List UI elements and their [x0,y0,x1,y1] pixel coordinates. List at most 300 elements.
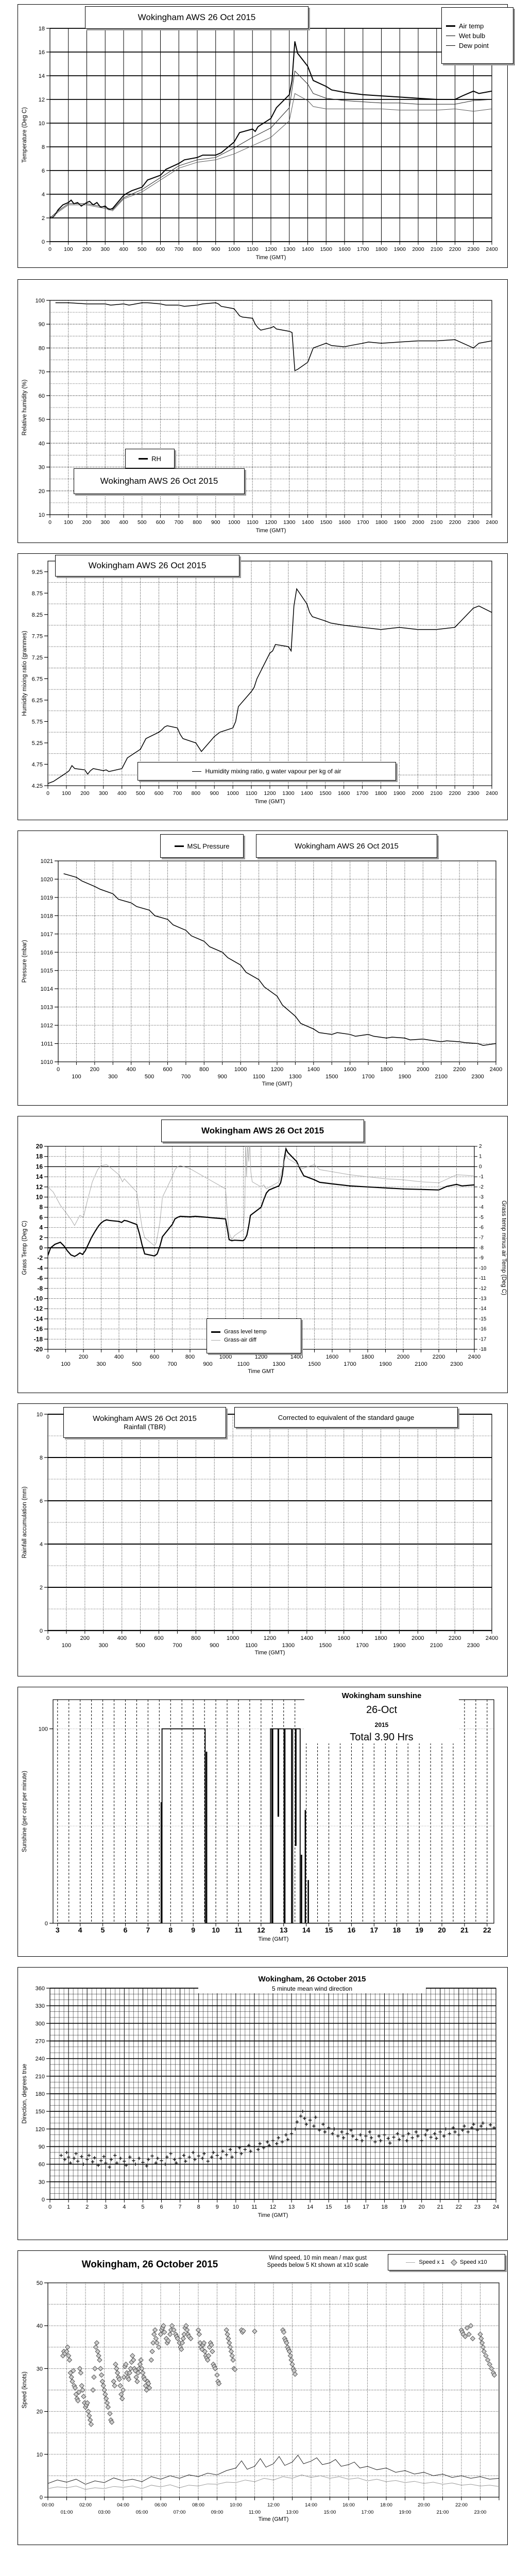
pressure-plot-canvas [18,831,507,1105]
chart-title-text: Wokingham, 26 October 2015 [258,1975,366,1984]
svg-text:-8: -8 [37,1284,43,1292]
svg-text:-8: -8 [479,1245,484,1251]
svg-text:-6: -6 [37,1275,43,1282]
svg-text:1900: 1900 [398,1074,411,1080]
svg-text:15: 15 [325,2204,332,2210]
svg-text:7.75: 7.75 [31,633,43,640]
mixing-ratio-line-icon [192,771,201,772]
svg-text:1500: 1500 [320,246,332,252]
svg-text:4: 4 [39,1541,43,1548]
svg-text:8: 8 [39,1204,43,1211]
wind-speed-legend [388,2254,505,2270]
svg-text:1100: 1100 [245,790,258,796]
svg-text:09:00: 09:00 [211,2510,224,2515]
legend-item-speed-x10: Speed x10 [452,2259,487,2265]
svg-text:-18: -18 [479,1347,487,1352]
svg-text:-4: -4 [479,1205,484,1211]
svg-text:2400: 2400 [485,1635,499,1641]
svg-text:1018: 1018 [40,913,53,920]
svg-text:40: 40 [36,2323,43,2330]
svg-text:300: 300 [100,246,110,252]
svg-text:2: 2 [39,1585,43,1591]
wind-direction-title-block [198,1974,426,1993]
svg-text:2100: 2100 [430,1642,443,1649]
svg-text:1800: 1800 [374,1635,387,1641]
rainfall-plot-canvas [18,1404,507,1676]
svg-text:Time (GMT): Time (GMT) [258,1936,289,1942]
svg-text:22:00: 22:00 [455,2502,468,2508]
svg-text:1600: 1600 [338,519,351,526]
svg-text:Direction, degrees true: Direction, degrees true [22,2063,28,2124]
svg-text:1500: 1500 [308,1361,321,1367]
svg-text:18: 18 [38,26,45,32]
svg-text:18:00: 18:00 [380,2502,392,2508]
svg-text:18: 18 [381,2204,388,2210]
svg-text:Pressure (mbar): Pressure (mbar) [22,940,28,983]
svg-text:6.25: 6.25 [31,697,43,704]
svg-text:40: 40 [38,440,45,447]
svg-text:80: 80 [38,345,45,352]
svg-text:-17: -17 [479,1336,487,1343]
svg-text:700: 700 [174,246,184,252]
svg-text:30: 30 [36,2366,43,2372]
svg-text:1700: 1700 [357,246,369,252]
svg-text:Speed (knots): Speed (knots) [22,2371,28,2409]
grass-temp-chart-panel [18,1116,508,1393]
svg-text:330: 330 [35,2003,45,2010]
svg-text:500: 500 [135,1642,145,1649]
sunshine-date: 26-Oct [366,1704,398,1716]
svg-text:300: 300 [98,790,108,796]
svg-text:800: 800 [199,1066,209,1073]
svg-text:16: 16 [344,2204,351,2210]
svg-text:1: 1 [479,1154,482,1160]
svg-text:2000: 2000 [412,246,424,252]
svg-text:02:00: 02:00 [79,2502,92,2508]
svg-text:1014: 1014 [40,986,53,993]
svg-text:1011: 1011 [41,1041,53,1047]
svg-text:Time (GMT): Time (GMT) [255,255,286,261]
chart-title-text: Wokingham AWS 26 Oct 2015 [88,561,207,570]
svg-text:70: 70 [38,369,45,376]
svg-text:0: 0 [46,1354,50,1360]
svg-text:-4: -4 [37,1264,43,1272]
svg-text:1000: 1000 [226,1635,239,1641]
svg-text:2400: 2400 [486,246,498,252]
svg-text:300: 300 [108,1074,118,1080]
svg-text:2000: 2000 [397,1354,410,1360]
svg-text:500: 500 [137,519,147,526]
svg-text:-10: -10 [479,1265,487,1272]
wind-speed-note2: Speeds below 5 Kt shown at x10 scale [267,2262,369,2268]
svg-text:4.25: 4.25 [31,783,43,789]
svg-text:-18: -18 [33,1335,43,1343]
svg-text:1800: 1800 [374,790,387,796]
svg-text:400: 400 [119,246,128,252]
svg-text:30: 30 [38,464,45,471]
svg-text:1700: 1700 [357,519,369,526]
svg-text:0: 0 [48,519,52,526]
svg-text:1400: 1400 [301,790,313,796]
rainfall-note-text: Corrected to equivalent of the standard gauge [278,1413,415,1421]
svg-text:4: 4 [39,1224,43,1231]
svg-text:300: 300 [35,2021,45,2027]
svg-text:04:00: 04:00 [117,2502,129,2508]
svg-text:4.75: 4.75 [31,761,43,768]
svg-text:-3: -3 [479,1194,484,1200]
svg-text:03:00: 03:00 [98,2510,111,2515]
svg-text:1800: 1800 [361,1354,374,1360]
svg-text:22: 22 [483,1926,491,1934]
svg-text:100: 100 [63,519,73,526]
svg-text:1019: 1019 [40,894,53,901]
svg-text:800: 800 [191,1635,201,1641]
legend-item-wet-bulb: Wet bulb [446,32,485,40]
svg-text:100: 100 [63,246,73,252]
svg-text:16:00: 16:00 [342,2502,355,2508]
svg-text:10: 10 [212,1926,220,1934]
svg-text:900: 900 [217,1074,227,1080]
sunshine-title: Wokingham sunshine [341,1691,422,1700]
svg-text:1700: 1700 [356,1642,369,1649]
svg-text:400: 400 [117,790,127,796]
chart-subtitle-text: Rainfall (TBR) [124,1423,166,1431]
chart-title-text: Wokingham AWS 26 Oct 2015 [93,1414,197,1423]
svg-text:10: 10 [36,2451,43,2458]
svg-text:18: 18 [36,1153,43,1160]
temperature-chart-panel [18,4,508,268]
rh-legend [125,449,175,468]
svg-text:Sunshine (per cent per minute): Sunshine (per cent per minute) [22,1771,28,1852]
svg-text:8: 8 [39,1455,43,1461]
svg-text:2200: 2200 [449,790,461,796]
svg-text:2300: 2300 [467,246,479,252]
svg-text:19:00: 19:00 [399,2510,411,2515]
svg-text:1700: 1700 [344,1361,356,1367]
svg-text:2200: 2200 [449,246,461,252]
svg-text:10: 10 [232,2204,239,2210]
grass-temp-legend [207,1318,301,1353]
svg-text:2000: 2000 [412,519,424,526]
svg-text:8: 8 [168,1926,173,1934]
svg-text:2100: 2100 [431,246,443,252]
svg-text:150: 150 [35,2109,45,2115]
svg-text:1100: 1100 [237,1361,250,1367]
svg-text:700: 700 [181,1074,191,1080]
svg-text:700: 700 [173,790,182,796]
svg-text:15: 15 [324,1926,333,1934]
svg-text:1600: 1600 [337,790,350,796]
svg-text:1300: 1300 [282,1642,295,1649]
svg-text:2300: 2300 [467,790,479,796]
svg-text:200: 200 [90,1066,100,1073]
svg-text:-12: -12 [479,1285,487,1292]
svg-text:23: 23 [474,2204,481,2210]
chart-title-text: Wokingham AWS 26 Oct 2015 [295,841,399,851]
svg-text:1300: 1300 [272,1361,285,1367]
svg-text:1400: 1400 [301,246,314,252]
svg-text:17: 17 [370,1926,379,1934]
svg-text:-15: -15 [479,1316,487,1322]
svg-text:2200: 2200 [453,1066,466,1073]
svg-text:1300: 1300 [283,246,296,252]
svg-text:1400: 1400 [307,1066,320,1073]
svg-text:-16: -16 [479,1326,487,1332]
svg-text:1000: 1000 [219,1354,232,1360]
grass-temp-line-icon [211,1331,220,1333]
svg-text:1: 1 [67,2204,71,2210]
svg-text:2300: 2300 [467,1642,480,1649]
svg-text:120: 120 [35,2126,45,2133]
svg-text:100: 100 [35,298,45,304]
svg-text:-6: -6 [479,1225,484,1231]
svg-text:15:00: 15:00 [323,2510,336,2515]
svg-text:8: 8 [197,2204,200,2210]
svg-text:2300: 2300 [467,519,479,526]
sunshine-text-block [304,1691,459,1743]
legend-item-grass-air-diff: Grass-air diff [211,1337,256,1343]
svg-text:10: 10 [36,1412,43,1418]
svg-text:600: 600 [156,246,165,252]
svg-text:0: 0 [479,1164,482,1170]
svg-text:1000: 1000 [234,1066,247,1073]
svg-text:11: 11 [251,2204,258,2210]
svg-text:0: 0 [39,2495,43,2501]
svg-text:90: 90 [38,2144,45,2150]
svg-text:6: 6 [41,168,45,174]
chart-title-text: Wokingham, 26 October 2015 [81,2259,218,2270]
svg-text:1020: 1020 [40,876,53,883]
svg-text:20: 20 [438,1926,446,1934]
svg-text:1200: 1200 [264,790,276,796]
svg-text:Time (GMT): Time (GMT) [254,799,285,805]
svg-text:01:00: 01:00 [60,2510,73,2515]
svg-text:1400: 1400 [301,519,314,526]
mixing-ratio-legend [138,762,396,781]
msl-pressure-line-icon [175,845,184,847]
svg-text:900: 900 [210,790,219,796]
chart-title [63,1407,226,1438]
svg-text:Grass temp minus air Temp (Deg: Grass temp minus air Temp (Deg C) [501,1200,507,1295]
svg-text:21:00: 21:00 [436,2510,449,2515]
svg-text:12: 12 [257,1926,265,1934]
svg-text:240: 240 [35,2056,45,2062]
svg-text:2400: 2400 [489,1066,503,1073]
svg-text:900: 900 [211,519,220,526]
wind-speed-note1: Wind speed, 10 min mean / max gust [269,2255,367,2261]
svg-text:1400: 1400 [300,1635,314,1641]
svg-text:0: 0 [39,1628,43,1634]
rainfall-chart-panel [18,1403,508,1676]
svg-text:2100: 2100 [435,1074,448,1080]
svg-text:12: 12 [38,97,45,103]
svg-text:100: 100 [38,1726,48,1733]
svg-text:1200: 1200 [270,1066,284,1073]
svg-text:-2: -2 [479,1184,484,1190]
svg-text:18: 18 [392,1926,401,1934]
svg-text:200: 200 [80,790,90,796]
svg-text:500: 500 [132,1361,142,1367]
svg-text:4: 4 [123,2204,126,2210]
svg-text:00:00: 00:00 [42,2502,54,2508]
svg-text:1300: 1300 [282,790,295,796]
svg-text:1200: 1200 [254,1354,268,1360]
svg-text:20: 20 [38,488,45,495]
svg-text:11:00: 11:00 [248,2510,261,2515]
svg-text:200: 200 [78,1354,89,1360]
svg-text:2400: 2400 [486,790,498,796]
svg-text:6: 6 [160,2204,163,2210]
svg-text:2000: 2000 [411,1635,424,1641]
svg-text:100: 100 [61,1642,72,1649]
svg-text:10:00: 10:00 [230,2502,242,2508]
svg-text:3: 3 [104,2204,108,2210]
svg-text:2: 2 [41,215,45,222]
svg-text:-2: -2 [37,1254,43,1262]
svg-text:1021: 1021 [40,858,53,865]
svg-text:20: 20 [36,2409,43,2415]
svg-text:11: 11 [234,1926,243,1934]
grass-air-diff-line-icon [211,1340,220,1341]
svg-text:17: 17 [363,2204,369,2210]
pressure-chart-panel [18,831,508,1106]
svg-text:1000: 1000 [228,519,241,526]
svg-text:1900: 1900 [393,790,406,796]
svg-text:6.75: 6.75 [31,676,43,683]
svg-text:1000: 1000 [227,790,239,796]
svg-text:10: 10 [38,121,45,127]
mixing-ratio-chart-panel [18,553,508,820]
svg-text:-7: -7 [479,1235,484,1241]
svg-text:8.75: 8.75 [31,590,43,597]
svg-text:Humidity mixing ratio (grammes: Humidity mixing ratio (grammes) [22,631,28,716]
temperature-plot-canvas [18,5,507,267]
svg-text:2: 2 [479,1144,482,1149]
sunshine-total: Total 3.90 Hrs [350,1732,414,1743]
svg-text:1100: 1100 [246,246,259,252]
svg-text:Time GMT: Time GMT [248,1368,274,1375]
svg-text:1000: 1000 [228,246,241,252]
svg-text:23:00: 23:00 [474,2510,487,2515]
svg-text:Time (GMT): Time (GMT) [262,1081,293,1087]
svg-text:1900: 1900 [379,1361,392,1367]
svg-text:8.25: 8.25 [31,612,43,618]
svg-text:60: 60 [38,2161,45,2168]
wind-speed-plot-canvas [18,2251,507,2545]
svg-text:0: 0 [48,246,52,252]
svg-text:Time (GMT): Time (GMT) [258,2516,289,2522]
svg-text:Relative humidity (%): Relative humidity (%) [22,379,28,436]
svg-text:7.25: 7.25 [31,654,43,661]
svg-text:2: 2 [39,1234,43,1242]
chart-title [62,2259,237,2270]
svg-text:14: 14 [36,1173,43,1181]
svg-text:24: 24 [492,2204,500,2210]
svg-text:0: 0 [41,239,45,245]
wind-direction-plot-canvas [18,1968,507,2240]
svg-text:14: 14 [302,1926,311,1934]
svg-text:16: 16 [36,1163,43,1171]
svg-text:0: 0 [48,2204,52,2210]
speed-x1-line-icon [406,2262,415,2263]
svg-text:1012: 1012 [40,1023,53,1029]
svg-text:900: 900 [203,1361,213,1367]
svg-text:20:00: 20:00 [418,2502,430,2508]
svg-text:60: 60 [38,393,45,399]
svg-text:600: 600 [163,1066,173,1073]
svg-text:1600: 1600 [325,1354,339,1360]
chart-subtitle-text: 5 minute mean wind direction [271,1985,353,1992]
svg-text:2200: 2200 [448,1635,461,1641]
svg-text:2000: 2000 [417,1066,430,1073]
svg-text:1500: 1500 [319,790,332,796]
svg-text:2200: 2200 [432,1354,445,1360]
svg-text:400: 400 [126,1066,136,1073]
svg-text:100: 100 [61,1361,71,1367]
svg-text:Time (GMT): Time (GMT) [258,2212,288,2218]
legend-item-air-temp: Air temp [446,22,484,30]
svg-text:20: 20 [418,2204,425,2210]
svg-text:-12: -12 [33,1305,43,1313]
svg-text:600: 600 [156,519,165,526]
svg-text:9: 9 [191,1926,196,1934]
svg-text:1600: 1600 [338,246,351,252]
svg-text:500: 500 [144,1074,154,1080]
svg-text:300: 300 [96,1361,106,1367]
svg-text:1900: 1900 [393,246,406,252]
svg-text:0: 0 [46,790,49,796]
svg-text:1900: 1900 [393,519,406,526]
svg-text:1500: 1500 [325,1074,338,1080]
svg-text:12: 12 [36,1183,43,1191]
rainfall-note [234,1407,458,1428]
svg-text:8: 8 [41,144,45,150]
rh-line-icon [139,458,148,460]
svg-text:1200: 1200 [263,1635,277,1641]
svg-text:360: 360 [35,1986,45,1992]
svg-text:20: 20 [36,1143,43,1150]
svg-text:2100: 2100 [431,519,443,526]
svg-text:100: 100 [72,1074,81,1080]
svg-text:400: 400 [117,1635,127,1641]
svg-text:19: 19 [415,1926,423,1934]
svg-text:1017: 1017 [40,931,53,938]
svg-text:5.25: 5.25 [31,740,43,747]
sunshine-year: 2015 [374,1721,389,1728]
svg-text:Temperature (Deg C): Temperature (Deg C) [22,107,28,163]
chart-title-text: Wokingham AWS 26 Oct 2015 [100,476,218,486]
temperature-legend [441,7,513,64]
svg-text:0: 0 [39,1244,43,1251]
svg-text:1100: 1100 [252,1074,265,1080]
svg-text:1200: 1200 [265,246,277,252]
svg-text:2: 2 [85,2204,89,2210]
svg-text:1600: 1600 [337,1635,350,1641]
svg-text:-5: -5 [479,1214,484,1221]
svg-text:Time (GMT): Time (GMT) [255,528,286,534]
svg-text:12:00: 12:00 [267,2502,280,2508]
chart-title [161,1120,364,1142]
svg-text:6: 6 [39,1213,43,1221]
legend-item-speed-x1: Speed x 1 [406,2259,444,2265]
svg-text:1300: 1300 [289,1074,302,1080]
svg-text:Rainfall accumulation (mm): Rainfall accumulation (mm) [22,1486,28,1558]
svg-text:9.25: 9.25 [31,569,43,575]
svg-text:0: 0 [56,1066,60,1073]
svg-text:06:00: 06:00 [154,2502,167,2508]
svg-text:600: 600 [149,1354,160,1360]
svg-text:800: 800 [193,246,202,252]
